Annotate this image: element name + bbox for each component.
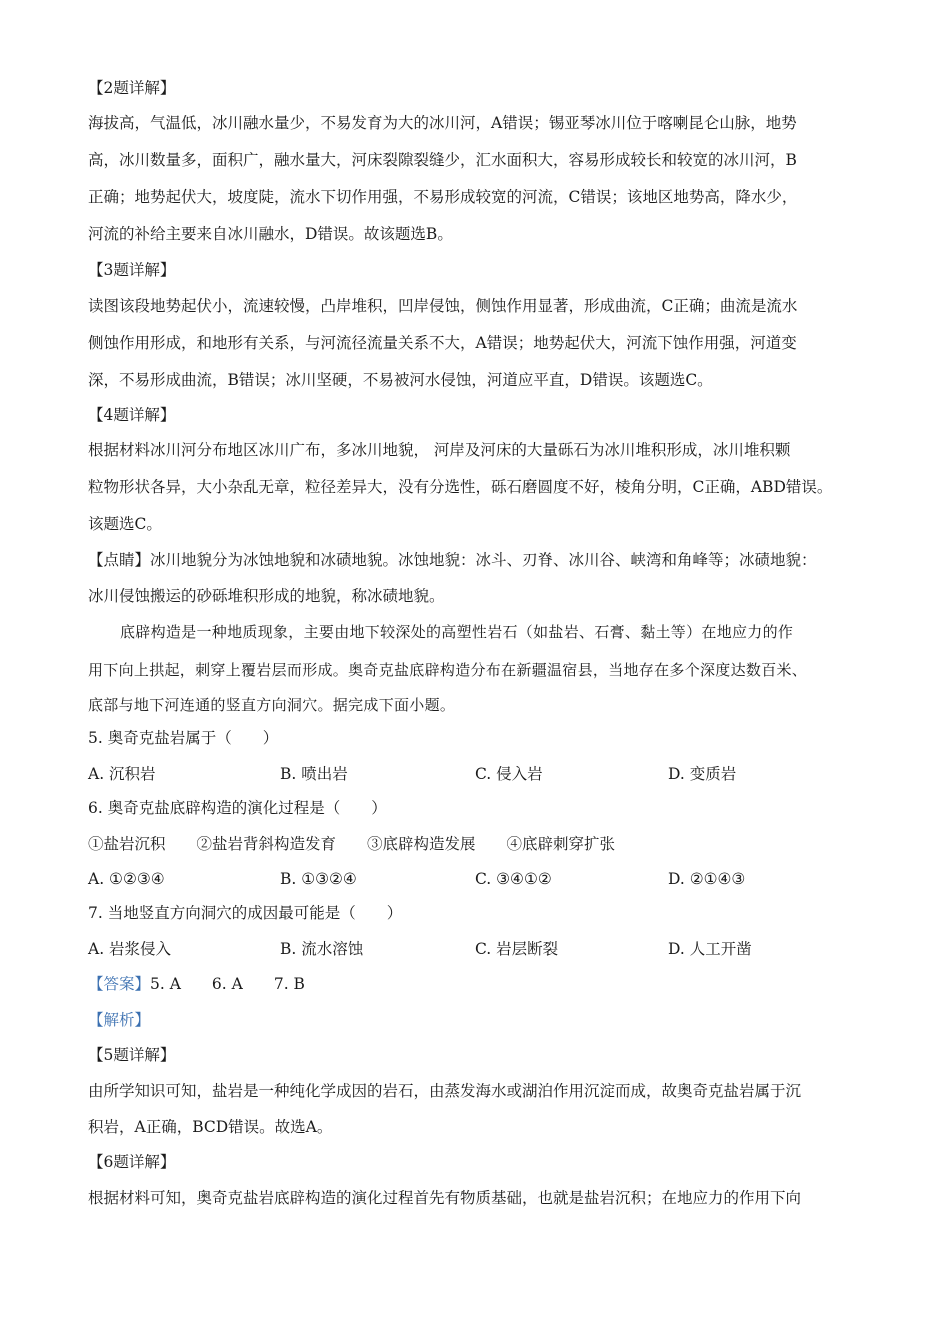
- q2-detail-line: 正确；地势起伏大，坡度陡，流水下切作用强，不易形成较宽的河流，C错误；该地区地势高，降水少，: [88, 188, 798, 206]
- passage-line: 底部与地下河连通的竖直方向洞穴。据完成下面小题。: [88, 696, 456, 714]
- q5-detail-line: 积岩，A正确，BCD错误。故选A。: [88, 1118, 333, 1136]
- answer-text: 5. A 6. A 7. B: [150, 975, 305, 993]
- q5-detail-line: 由所学知识可知，盐岩是一种纯化学成因的岩石，由蒸发海水或湖泊作用沉淀而成，故奥奇克盐岩属于沉: [88, 1082, 802, 1100]
- analysis-label: 【解析】: [88, 1011, 151, 1029]
- q3-detail-line: 侧蚀作用形成，和地形有关系，与河流径流量关系不大，A错误；地势起伏大，河流下蚀作用强，河道变: [88, 334, 797, 352]
- answer-row: [88, 974, 305, 994]
- q2-detail-line: 海拔高，气温低，冰川融水量少，不易发育为大的冰川河，A错误；锡亚琴冰川位于喀喇昆仑山脉，地势: [88, 114, 797, 132]
- q5-option-c: C. 侵入岩: [475, 765, 543, 783]
- q2-detail-line: 河流的补给主要来自冰川融水，D错误。故该题选B。: [88, 225, 453, 243]
- q3-detail-line: 深，不易形成曲流，B错误；冰川坚硬，不易被河水侵蚀，河道应平直，D错误。该题选C。: [88, 371, 713, 389]
- q5-stem: 5. 奥奇克盐岩属于（ ）: [88, 729, 279, 747]
- q3-detail-heading: 【3题详解】: [88, 261, 176, 279]
- q5-option-d: D. 变质岩: [668, 765, 737, 783]
- q5-option-b: B. 喷出岩: [280, 765, 348, 783]
- q6-detail-heading: 【6题详解】: [88, 1153, 176, 1171]
- q6-stages: ①盐岩沉积 ②盐岩背斜构造发育 ③底辟构造发展 ④底辟刺穿扩张: [88, 835, 616, 853]
- q7-option-c: C. 岩层断裂: [475, 940, 559, 958]
- passage-line: 底辟构造是一种地质现象，主要由地下较深处的高塑性岩石（如盐岩、石膏、黏土等）在地应力的作: [120, 623, 794, 641]
- q7-stem: 7. 当地竖直方向洞穴的成因最可能是（ ）: [88, 904, 403, 922]
- q6-stem: 6. 奥奇克盐底辟构造的演化过程是（ ）: [88, 799, 387, 817]
- q4-detail-line: 粒物形状各异，大小杂乱无章，粒径差异大，没有分选性，砾石磨圆度不好，棱角分明，C正确，ABD错误。: [88, 478, 833, 496]
- passage-line: 用下向上拱起，刺穿上覆岩层而形成。奥奇克盐底辟构造分布在新疆温宿县，当地存在多个深度达数百米、: [88, 661, 808, 679]
- q4-detail-line: 根据材料冰川河分布地区冰川广布，多冰川地貌， 河岸及河床的大量砾石为冰川堆积形成，冰川堆积颗: [88, 441, 791, 459]
- q5-detail-heading: 【5题详解】: [88, 1046, 176, 1064]
- q6-option-c: C. ③④①②: [475, 870, 552, 888]
- q7-option-b: B. 流水溶蚀: [280, 940, 364, 958]
- q6-option-b: B. ①③②④: [280, 870, 357, 888]
- q2-detail-heading: 【2题详解】: [88, 79, 176, 97]
- q6-option-a: A. ①②③④: [88, 870, 165, 888]
- tip-line: 冰川侵蚀搬运的砂砾堆积形成的地貌，称冰碛地貌。: [88, 587, 445, 605]
- q7-option-d: D. 人工开凿: [668, 940, 752, 958]
- q4-detail-line: 该题选C。: [88, 515, 162, 533]
- q4-detail-heading: 【4题详解】: [88, 406, 176, 424]
- tip-line: 【点睛】冰川地貌分为冰蚀地貌和冰碛地貌。冰蚀地貌：冰斗、刃脊、冰川谷、峡湾和角峰等；冰碛地貌：: [88, 551, 817, 569]
- q6-option-d: D. ②①④③: [668, 870, 746, 888]
- q5-option-a: A. 沉积岩: [88, 765, 156, 783]
- q3-detail-line: 读图该段地势起伏小，流速较慢，凸岸堆积，凹岸侵蚀，侧蚀作用显著，形成曲流，C正确；曲流是流水: [88, 297, 798, 315]
- q2-detail-line: 高，冰川数量多，面积广，融水量大，河床裂隙裂缝少，汇水面积大，容易形成较长和较宽的冰川河，B: [88, 151, 797, 169]
- q6-detail-line: 根据材料可知，奥奇克盐岩底辟构造的演化过程首先有物质基础，也就是盐岩沉积；在地应力的作用下向: [88, 1189, 802, 1207]
- answer-label: 【答案】: [88, 975, 151, 993]
- q7-option-a: A. 岩浆侵入: [88, 940, 172, 958]
